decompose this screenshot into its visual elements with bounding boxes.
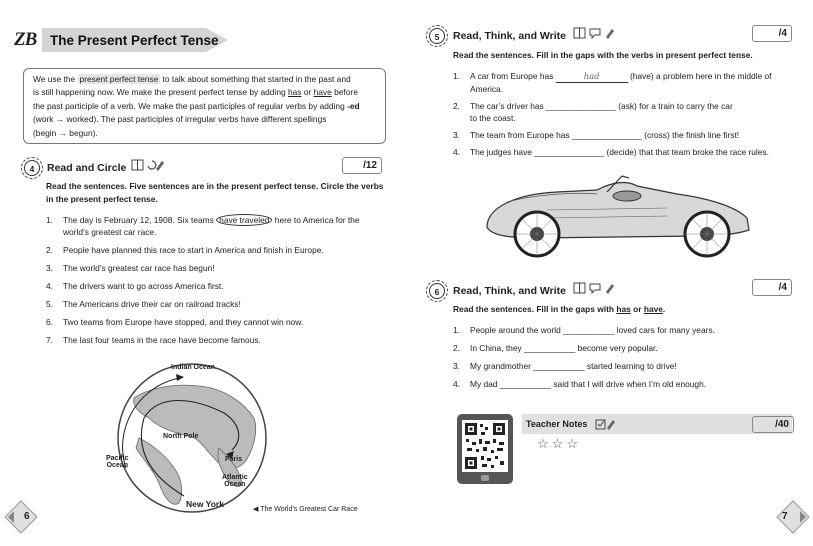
list-item: 3. The team from Europe has _______________ (cross) the finish line first! — [453, 130, 740, 140]
answer-blank[interactable]: ___________ — [533, 361, 585, 371]
map-label-indian-ocean: Indian Ocean — [171, 364, 215, 371]
list-item: 3. The world’s greatest car race has begun! — [46, 263, 215, 273]
list-item: 5. The Americans drive their car on railroad tracks! — [46, 299, 241, 309]
section-title: Read, Think, and Write — [453, 30, 566, 42]
intro-line-4: (work → worked). The past participles of irregular verbs have different spellings — [33, 114, 327, 125]
total-score-box: /40 — [752, 416, 794, 433]
checkbox-pencil-icon — [595, 417, 617, 435]
instructions: Read the sentences. Fill in the gaps with the verbs in present perfect tense. — [453, 50, 753, 60]
map-label-north-pole: North Pole — [163, 433, 199, 440]
right-page — [407, 0, 813, 546]
qr-code-icon — [457, 414, 513, 484]
intro-box — [23, 68, 386, 144]
book-icon — [131, 158, 165, 174]
page-number: 6 — [24, 511, 30, 522]
list-item: 7. The last four teams in the race have become famous. — [46, 335, 261, 345]
list-item: 2. In China, they ___________ become very popular. — [453, 343, 658, 353]
section-number: 5 — [429, 28, 445, 44]
race-car-illustration — [477, 172, 762, 264]
score-box: /4 — [752, 279, 792, 296]
list-item: 6. Two teams from Europe have stopped, and they cannot win now. — [46, 317, 304, 327]
map-label-atlantic: Atlantic Ocean — [222, 474, 248, 488]
sentence-list — [453, 70, 808, 158]
list-item: 1. The day is February 12, 1908. Six teams have traveled here to America for the world’s greatest car race. — [46, 215, 360, 237]
score-box: /12 — [342, 157, 382, 174]
section-title: Read, Think, and Write — [453, 285, 566, 297]
triangle-left-icon: ◀ — [253, 506, 261, 513]
circled-answer: have traveled — [216, 214, 272, 226]
list-item: 3. My grandmother ___________ started learning to drive! — [453, 361, 677, 371]
list-item: 2. People have planned this race to start in America and finish in Europe. — [46, 245, 324, 255]
answer-blank[interactable]: ___________ — [563, 325, 615, 335]
score-box: /4 — [752, 25, 792, 42]
answer-blank[interactable]: _______________ — [534, 147, 605, 157]
handwritten-answer: had — [556, 70, 628, 83]
intro-line-2: is still happening now. We make the present perfect tense by adding has or have before — [33, 87, 358, 98]
list-item: 1. A car from Europe has had (have) a problem here in the middle of America. — [453, 71, 772, 94]
zb-logo: ZB — [14, 29, 37, 50]
list-item: 1. People around the world ___________ loved cars for many years. — [453, 325, 715, 335]
sentence-list — [453, 324, 808, 390]
star-rating[interactable] — [537, 436, 581, 452]
star-icon[interactable]: ☆ — [566, 436, 581, 451]
list-item: 2. The car’s driver has _______________ (ask) for a train to carry the car to the coast. — [453, 101, 733, 123]
section-number: 4 — [24, 160, 40, 176]
answer-blank[interactable]: _______________ — [546, 101, 616, 111]
instructions: Read the sentences. Five sentences are in the present perfect tense. Circle the verbs in the present perfect tense. — [46, 181, 384, 204]
answer-blank[interactable]: ___________ — [499, 379, 552, 389]
map-label-paris: Paris — [225, 456, 243, 463]
list-item: 4. The drivers want to go across America first. — [46, 281, 224, 291]
list-item: 4. My dad ___________ said that I will drive when I’m old enough. — [453, 379, 707, 389]
book-icon — [573, 26, 617, 42]
highlight-term: present perfect tense — [79, 74, 159, 84]
star-icon[interactable]: ☆ — [551, 436, 567, 451]
intro-line-3: the past participle of a verb. We make the past participles of regular verbs by adding -ed — [33, 100, 360, 111]
section-title: Read and Circle — [47, 162, 127, 174]
map-caption: ◀ The World’s Greatest Car Race — [253, 506, 358, 513]
page-title: The Present Perfect Tense — [50, 33, 219, 48]
page-number: 7 — [782, 511, 788, 522]
intro-line-1: We use the present perfect tense to talk about something that started in the past and — [33, 74, 351, 84]
sentence-list — [46, 214, 396, 346]
book-icon — [573, 281, 617, 297]
list-item: 4. The judges have _______________ (decide) that that team broke the race rules. — [453, 147, 769, 157]
star-icon[interactable]: ☆ — [537, 436, 552, 451]
instructions: Read the sentences. Fill in the gaps with has or have. — [453, 304, 666, 314]
answer-blank[interactable]: _______________ — [571, 130, 642, 140]
map-label-pacific: Pacific Ocean — [106, 455, 129, 469]
map-label-new-york: New York — [186, 499, 224, 509]
left-page — [0, 0, 406, 546]
answer-blank[interactable]: ___________ — [524, 343, 576, 353]
section-number: 6 — [429, 283, 445, 299]
intro-line-5: (begin → begun). — [33, 127, 98, 138]
qr-code-tablet[interactable] — [457, 414, 513, 484]
page-number-badge — [4, 500, 38, 534]
teacher-notes-title: Teacher Notes — [526, 419, 588, 429]
